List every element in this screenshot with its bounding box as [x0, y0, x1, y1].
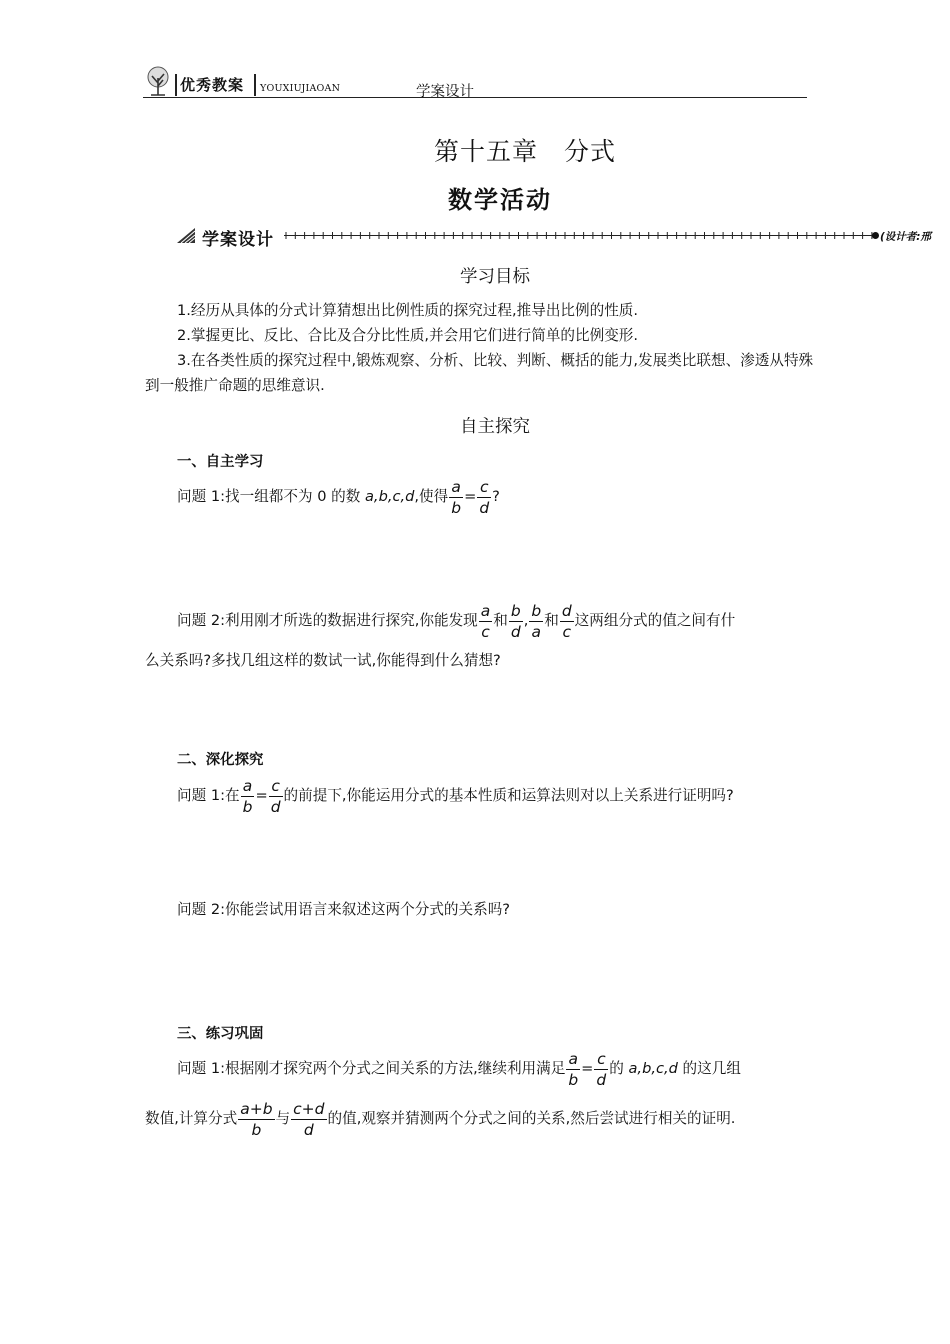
chapter-title: 第十五章 分式 — [433, 137, 616, 166]
fraction-c-over-d: $\frac{c}{d}$ — [596, 1049, 607, 1089]
logo-divider — [254, 74, 256, 96]
fraction-a-over-b: $\frac{a}{b}$ — [568, 1049, 579, 1089]
logo-english: YOUXIUJIAOAN — [260, 83, 341, 94]
part1-question2-line2: 么关系吗?多找几组这样的数试一试,你能得到什么猜想? — [145, 652, 501, 669]
objective-item: 2.掌握更比、反比、合比及合分比性质,并会用它们进行简单的比例变形. — [177, 327, 639, 344]
fraction-c-over-d: $\frac{c}{d}$ — [479, 477, 490, 517]
banner-triangle-icon — [176, 226, 196, 244]
fraction-b-over-a: $\frac{b}{a}$ — [531, 601, 542, 641]
part2-heading: 二、深化探究 — [177, 752, 264, 768]
part1-heading: 一、自主学习 — [177, 454, 264, 470]
banner-title: 学案设计 — [202, 230, 274, 250]
header-center-title: 学案设计 — [416, 84, 474, 100]
section-title-objectives: 学习目标 — [460, 267, 530, 287]
part2-question1: 问题 1:在 $\frac{a}{b}$ = $\frac{c}{d}$ 的前提下,你能运用分式的基本性质和运算法则对以上关系进行证明吗? — [177, 776, 734, 816]
fraction-c-over-d: $\frac{c}{d}$ — [270, 776, 281, 816]
lesson-title: 数学活动 — [448, 186, 552, 214]
part1-question1: 问题 1:找一组都不为 0 的数 a,b,c,d,使得 $\frac{a}{b}$ = $\frac{c}{d}$ ? — [177, 477, 500, 517]
banner-dot-icon — [872, 232, 879, 239]
fraction-a-over-b: $\frac{a}{b}$ — [451, 477, 462, 517]
section-title-explore: 自主探究 — [460, 417, 530, 437]
fraction-b-over-d: $\frac{b}{d}$ — [510, 601, 521, 641]
logo-divider — [175, 74, 177, 96]
banner-ruler-ticks — [284, 230, 874, 241]
part3-heading: 三、练习巩固 — [177, 1026, 264, 1042]
part3-question1-line2: 数值,计算分式 $\frac{a+b}{b}$ 与 $\frac{c+d}{d}$ 的值,观察并猜测两个分式之间的关系,然后尝试进行相关的证明. — [145, 1099, 736, 1139]
fraction-c-plus-d-over-d: $\frac{c+d}{d}$ — [293, 1099, 325, 1139]
part2-question2: 问题 2:你能尝试用语言来叙述这两个分式的关系吗? — [177, 901, 511, 918]
fraction-a-plus-b-over-b: $\frac{a+b}{b}$ — [240, 1099, 273, 1139]
banner-designer-note: (设计者:邢 — [880, 231, 931, 243]
part1-question2-line1: 问题 2:利用刚才所选的数据进行探究,你能发现 $\frac{a}{c}$ 和 $\frac{b}{d}$ , $\frac{b}{a}$ 和 $\frac{d}{c}$ 这两组分式的值之间有什 — [177, 601, 736, 641]
fraction-a-over-c: $\frac{a}{c}$ — [480, 601, 491, 641]
tree-logo-icon — [143, 66, 173, 96]
fraction-a-over-b: $\frac{a}{b}$ — [242, 776, 253, 816]
part3-question1-line1: 问题 1:根据刚才探究两个分式之间关系的方法,继续利用满足 $\frac{a}{b}$ = $\frac{c}{d}$ 的 a,b,c,d 的这几组 — [177, 1049, 741, 1089]
objective-item: 1.经历从具体的分式计算猜想出比例性质的探究过程,推导出比例的性质. — [177, 302, 639, 319]
header-rule — [143, 97, 807, 98]
logo-text: 优秀教案 — [180, 76, 245, 94]
fraction-d-over-c: $\frac{d}{c}$ — [561, 601, 572, 641]
objective-item: 3.在各类性质的探究过程中,锻炼观察、分析、比较、判断、概括的能力,发展类比联想、渗透从特殊到一般推广命题的思维意识. — [145, 352, 814, 394]
